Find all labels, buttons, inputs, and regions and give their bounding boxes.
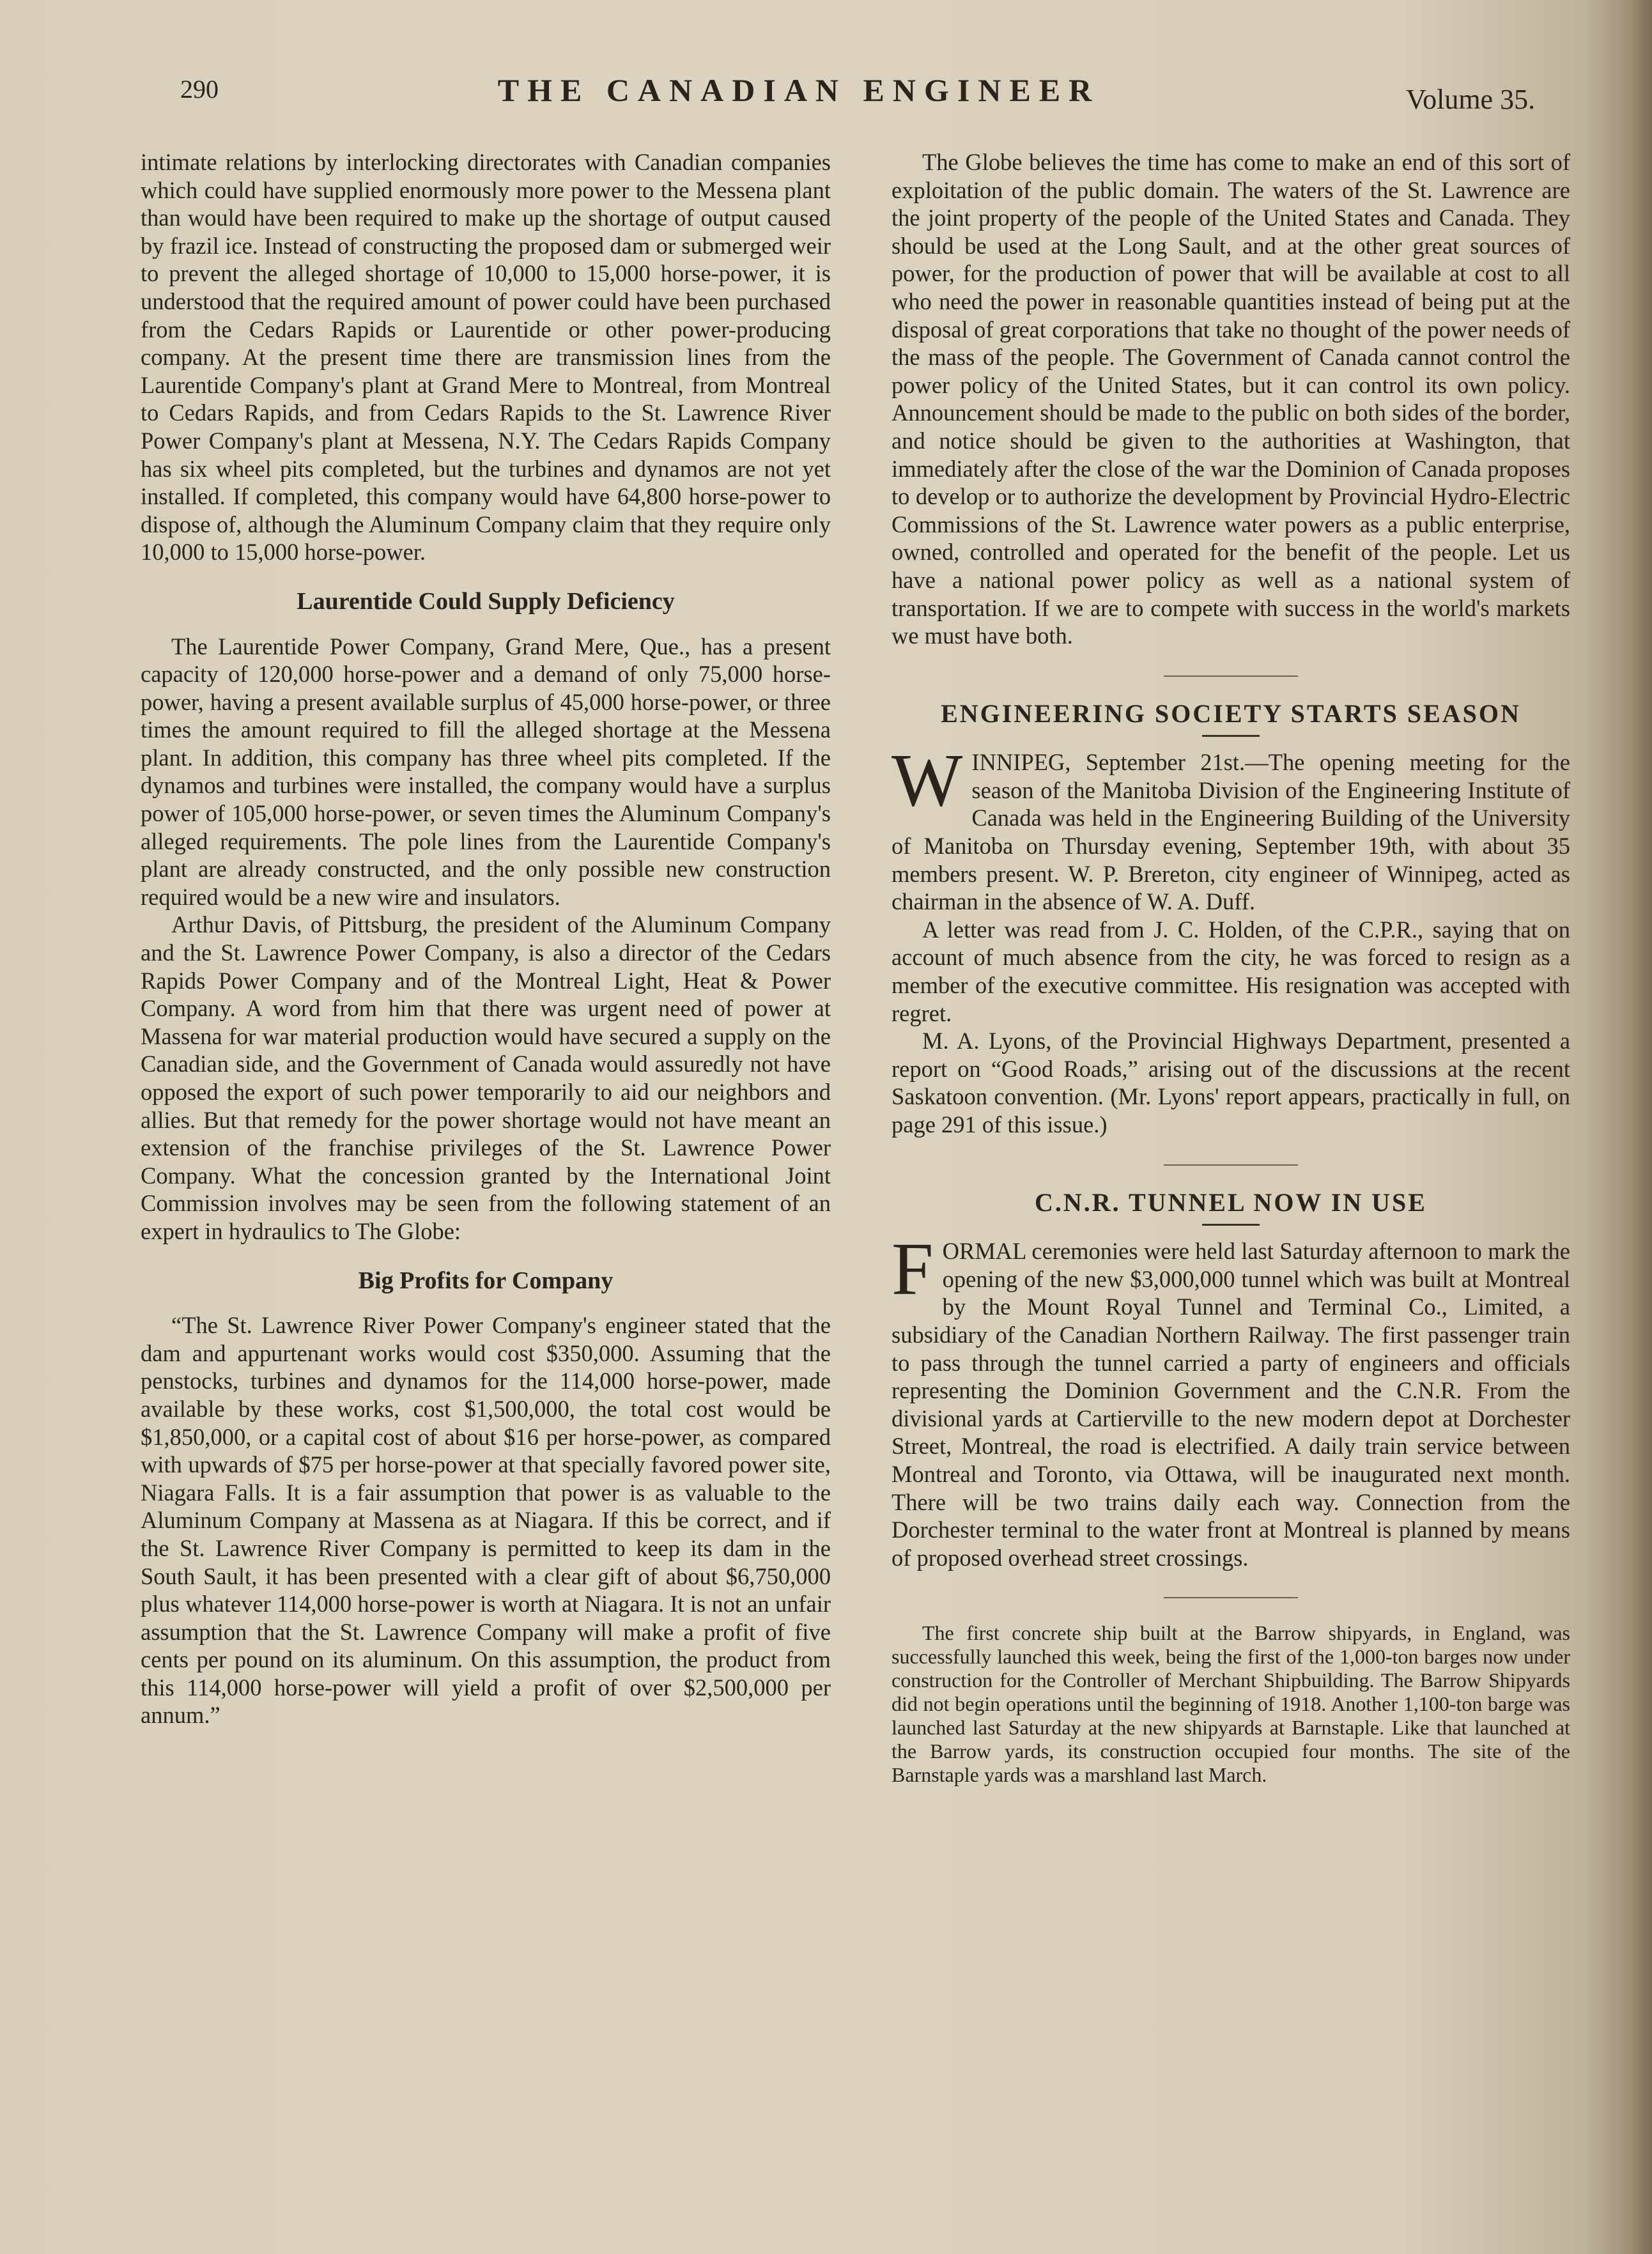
separator-rule bbox=[1164, 1597, 1298, 1598]
separator-rule bbox=[1164, 675, 1298, 677]
subhead-big-profits: Big Profits for Company bbox=[358, 1267, 614, 1294]
shipyard-note-paragraph: The first concrete ship built at the Barrow shipyards, in England, was successfully launched this week, being the first of the 1,000-ton barges now under construction for the Controller of Merchant Shipbuilding. The Barrow Shipyards did not begin operations until the beginning of 1918. Another 1,100-ton barge was launched last Saturday at the new shipyards at Barnstaple. Like that launched at the Barrow yards, its construction occupied four months. The site of the Barnstaple yards was a marshland last March. bbox=[892, 1621, 1570, 1787]
article-title-engineering-society: ENGINEERING SOCIETY STARTS SEASON bbox=[941, 699, 1521, 728]
title-underline bbox=[1202, 735, 1260, 737]
page-gutter-shadow bbox=[1626, 0, 1652, 2254]
left-column bbox=[141, 148, 831, 1729]
right-column bbox=[892, 148, 1570, 1787]
davis-paragraph: Arthur Davis, of Pittsburg, the president of the Aluminum Company and the St. Lawrence Power Company, is also a director of the Cedars Rapids Power Company and of the Montreal Light, Heat & Power Company. A word from him that there was urgent need of power at Massena for war material production would have secured a supply on the Canadian side, and the Government of Canada would assuredly not have opposed the export of such power temporarily to aid our neighbors and allies. But that remedy for the power shortage would not have meant an extension of the franchise privileges of the St. Lawrence Power Company. What the concession granted by the International Joint Commission involves may be seen from the following statement of an expert in hydraulics to The Globe: bbox=[141, 911, 831, 1244]
drop-cap-f: F bbox=[892, 1227, 934, 1311]
intro-paragraph: intimate relations by interlocking directorates with Canadian companies which could have supplied enormously more power to the Messena plant than would have been required to make up the shortage of output caused by frazil ice. Instead of constructing the proposed dam or submerged weir to prevent the alleged shortage of 10,000 to 15,000 horse-power, it is understood that the required amount of power could have been purchased from the Cedars Rapids or Laurentide or other power-producing company. At the present time there are transmission lines from the Laurentide Company's plant at Grand Mere to Montreal, from Montreal to Cedars Rapids, and from Cedars Rapids to the St. Lawrence River Power Company's plant at Messena, N.Y. The Cedars Rapids Company has six wheel pits completed, but the turbines and dynamos are not yet installed. If completed, this company would have 64,800 horse-power to dispose of, although the Aluminum Company claim that they require only 10,000 to 15,000 horse-power. bbox=[141, 149, 831, 566]
laurentide-paragraph: The Laurentide Power Company, Grand Mere, Que., has a present capacity of 120,000 horse-power and a demand of only 75,000 horse-power, having a present available surplus of 45,000 horse-power, or three times the amount required to fill the alleged shortage at the Messena plant. In addition, this company has three wheel pits completed. If the dynamos and turbines were installed, the company would have a surplus power of 105,000 horse-power, or seven times the Aluminum Company's alleged requirements. The pole lines from the Laurentide Company's plant are already constructed, and the only possible new construction required would be a new wire and insulators. bbox=[141, 633, 831, 910]
title-underline bbox=[1202, 1224, 1260, 1226]
cnr-tunnel-text: ORMAL ceremonies were held last Saturday afternoon to mark the opening of the new $3,000,000 tunnel which was built at Montreal by the Mount Royal Tunnel and Terminal Co., Limited, a subsidiary of the Canadian Northern Railway. The first passenger train to pass through the tunnel carried a party of engineers and officials representing the Dominion Government and the C.N.R. From the divisional yards at Cartierville to the new modern depot at Dorchester Street, Montreal, the road is electrified. A daily train service between Montreal and Toronto, via Ottawa, will be inaugurated next month. There will be two trains daily each way. Connection from the Dorchester terminal to the water front at Montreal is planned by means of proposed overhead street crossings. bbox=[892, 1238, 1570, 1571]
profits-quote-paragraph: “The St. Lawrence River Power Company's engineer stated that the dam and appurtenant works would cost $350,000. Assuming that the penstocks, turbines and dynamos for the 114,000 horse-power, made available by these works, cost $1,500,000, the total cost would be $1,850,000, or a capital cost of about $16 per horse-power, as compared with upwards of $75 per horse-power at that specially favored power site, Niagara Falls. It is a fair assumption that power is as valuable to the Aluminum Company at Massena as at Niagara. If this be correct, and if the St. Lawrence River Company is permitted to keep its dam in the South Sault, it has been presented with a clear gift of about $6,750,000 plus whatever 114,000 horse-power is worth at Niagara. It is not an unfair assumption that the St. Lawrence Company will make a profit of five cents per pound on its aluminum. On this assumption, the product from this 114,000 horse-power will yield a profit of over $2,500,000 per annum.” bbox=[141, 1312, 831, 1729]
engineering-society-paragraph-1 bbox=[892, 738, 1570, 916]
subhead-laurentide: Laurentide Could Supply Deficiency bbox=[297, 587, 675, 615]
engineering-society-paragraph-3: M. A. Lyons, of the Provincial Highways Department, presented a report on “Good Roads,” arising out of the discussions at the recent Saskatoon convention. (Mr. Lyons' report appears, practically in full, on page 291 of this issue.) bbox=[892, 1028, 1570, 1138]
shipyard-note bbox=[892, 1621, 1570, 1787]
separator-rule bbox=[1164, 1164, 1298, 1166]
drop-cap-w: W bbox=[892, 738, 963, 822]
engineering-society-paragraph-2: A letter was read from J. C. Holden, of the C.P.R., saying that on account of much absence from the city, he was forced to resign as a member of the executive committee. His resignation was accepted with regret. bbox=[892, 916, 1570, 1026]
article-title-cnr-tunnel: C.N.R. TUNNEL NOW IN USE bbox=[1035, 1187, 1427, 1217]
page-number: 290 bbox=[180, 75, 219, 104]
journal-title: THE CANADIAN ENGINEER bbox=[497, 72, 1100, 108]
engineering-society-text-1: INNIPEG, September 21st.—The opening meeting for the season of the Manitoba Division of the Engineering Institute of Canada was held in the Engineering Building of the University of Manitoba on Thursday evening, September 19th, with about 35 members present. W. P. Brereton, city engineer of Winnipeg, acted as chairman in the absence of W. A. Duff. bbox=[892, 749, 1570, 915]
page-header bbox=[0, 69, 1598, 127]
volume-label: Volume 35. bbox=[1406, 84, 1536, 115]
globe-paragraph: The Globe believes the time has come to make an end of this sort of exploitation of the public domain. The waters of the St. Lawrence are the joint property of the people of the United States and Canada. They should be used at the Long Sault, and at the other great sources of power, for the production of power that will be available at cost to all who need the power in reasonable quantities instead of being put at the disposal of great corporations that take no thought of the power needs of the mass of the people. The Government of Canada cannot control the power policy of the United States, but it can control its own policy. Announcement should be made to the public on both sides of the border, and notice should be given to the authorities at Washington, that immediately after the close of the war the Dominion of Canada proposes to develop or to authorize the development by Provincial Hydro-Electric Commissions of the St. Lawrence water powers as a public enterprise, owned, controlled and operated for the benefit of the people. Let us have a national power policy as well as a national system of transportation. If we are to compete with success in the world's markets we must have both. bbox=[892, 149, 1570, 649]
cnr-tunnel-paragraph bbox=[892, 1227, 1570, 1571]
